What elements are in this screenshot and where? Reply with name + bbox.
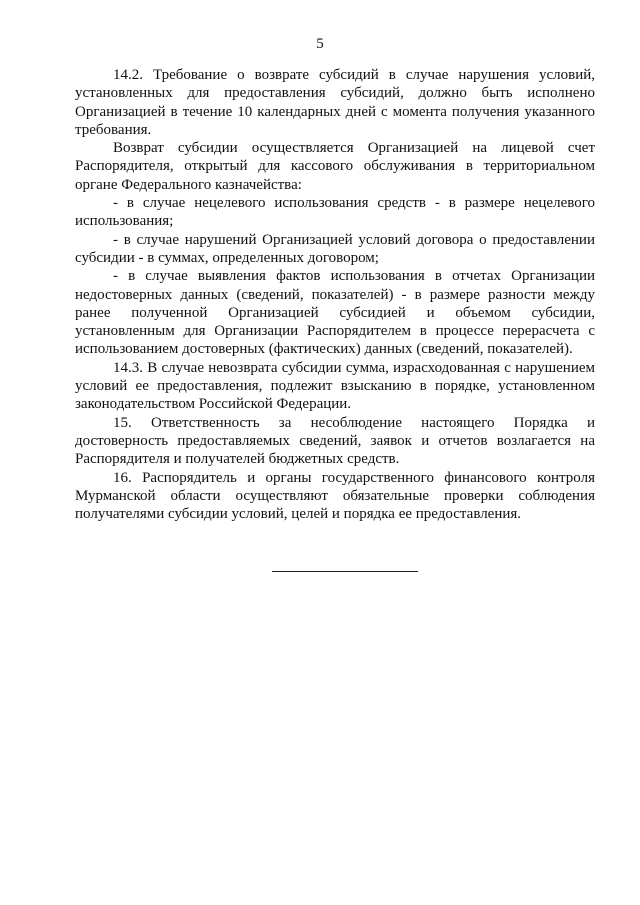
paragraph-16: 16. Распорядитель и органы государственного финансового контроля Мурманской области осуществляют обязательные проверки соблюдения получателями субсидии условий, целей и порядка ее предоставления. bbox=[75, 469, 595, 523]
paragraph-refund-account: Возврат субсидии осуществляется Организацией на лицевой счет Распорядителя, открытый для кассового обслуживания в территориальном органе Федерального казначейства: bbox=[75, 140, 595, 193]
list-item-unreliable-data: - в случае выявления фактов использования в отчетах Организации недостоверных данных (сведений, показателей) - в размере разности между ранее полученной Организацией субсидией и объемом субсидии, установленным для Организации Распорядителем в процессе перерасчета с использованием достоверных (фактических) данных (сведений, показателей). bbox=[75, 268, 595, 358]
closing-divider-line bbox=[272, 571, 418, 572]
paragraph-15: 15. Ответственность за несоблюдение настоящего Порядка и достоверность предоставляемых сведений, заявок и отчетов возлагается на Распорядителя и получателей бюджетных средств. bbox=[75, 414, 595, 468]
page-number: 5 bbox=[316, 36, 324, 52]
paragraph-14-3: 14.3. В случае невозврата субсидии сумма, израсходованная с нарушением условий ее предоставления, подлежит взысканию в порядке, установленном законодательством Российской Федерации. bbox=[75, 359, 595, 413]
document-body bbox=[75, 66, 595, 523]
paragraph-14-2: 14.2. Требование о возврате субсидий в случае нарушения условий, установленных для предоставления субсидий, должно быть исполнено Организацией в течение 10 календарных дней с момента получения указанного требования. bbox=[75, 67, 595, 138]
list-item-misuse: - в случае нецелевого использования средств - в размере нецелевого использования; bbox=[75, 195, 595, 230]
list-item-contract-violation: - в случае нарушений Организацией условий договора о предоставлении субсидии - в суммах, определенных договором; bbox=[75, 231, 595, 266]
